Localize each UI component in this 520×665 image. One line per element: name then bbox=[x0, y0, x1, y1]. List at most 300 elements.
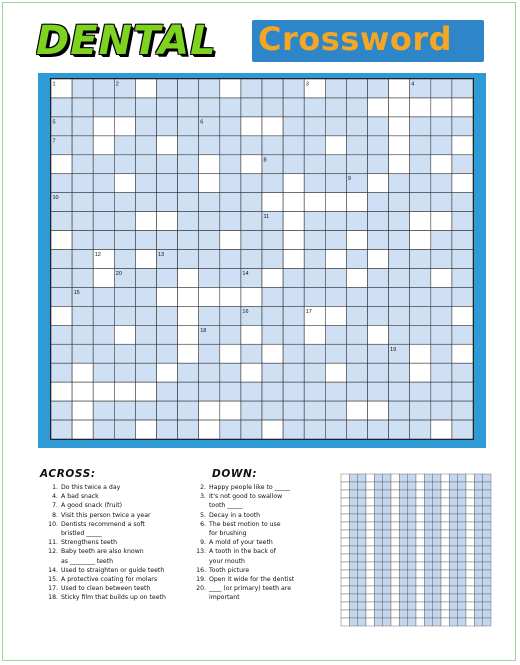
grid-cell bbox=[431, 287, 452, 306]
answer-key-cell bbox=[433, 514, 441, 522]
grid-cell bbox=[304, 136, 325, 155]
answer-key-cell bbox=[374, 594, 382, 602]
answer-key-cell bbox=[341, 586, 349, 594]
answer-key-cell bbox=[474, 618, 482, 626]
answer-key-cell bbox=[374, 546, 382, 554]
grid-cell bbox=[410, 287, 431, 306]
grid-cell bbox=[199, 250, 220, 269]
answer-key-cell bbox=[466, 474, 474, 482]
grid-cell bbox=[389, 325, 410, 344]
grid-cell bbox=[93, 325, 114, 344]
answer-key-cell bbox=[433, 554, 441, 562]
grid-number: 2 bbox=[115, 81, 119, 88]
grid-cell bbox=[410, 268, 431, 287]
answer-key-cell bbox=[399, 530, 407, 538]
grid-cell bbox=[283, 420, 304, 439]
down-clue bbox=[188, 575, 338, 584]
answer-key-cell bbox=[474, 498, 482, 506]
answer-key-cell bbox=[399, 474, 407, 482]
down-clue bbox=[188, 538, 338, 547]
grid-cell bbox=[346, 117, 367, 136]
grid-cell bbox=[135, 268, 156, 287]
answer-key-cell bbox=[366, 474, 374, 482]
answer-key-cell bbox=[416, 482, 424, 490]
answer-key-cell bbox=[466, 570, 474, 578]
grid-cell bbox=[431, 420, 452, 439]
grid-cell bbox=[325, 174, 346, 193]
answer-key-cell bbox=[408, 554, 416, 562]
grid-cell bbox=[93, 117, 114, 136]
answer-key-cell bbox=[433, 482, 441, 490]
grid-cell bbox=[220, 174, 241, 193]
grid-cell bbox=[389, 174, 410, 193]
answer-key-cell bbox=[374, 578, 382, 586]
grid-cell bbox=[51, 155, 72, 174]
clue-number: 15. bbox=[48, 576, 58, 584]
grid-cell bbox=[93, 212, 114, 231]
answer-key-cell bbox=[474, 610, 482, 618]
answer-key-cell bbox=[474, 530, 482, 538]
answer-key-cell bbox=[458, 554, 466, 562]
answer-key-cell bbox=[424, 602, 432, 610]
grid-cell bbox=[389, 363, 410, 382]
grid-cell bbox=[262, 363, 283, 382]
answer-key-cell bbox=[449, 594, 457, 602]
answer-key-cell bbox=[416, 530, 424, 538]
answer-key-cell bbox=[466, 618, 474, 626]
answer-key-cell bbox=[433, 618, 441, 626]
answer-key-cell bbox=[458, 514, 466, 522]
grid-cell bbox=[368, 344, 389, 363]
answer-key-cell bbox=[416, 554, 424, 562]
answer-key-cell bbox=[474, 546, 482, 554]
grid-cell bbox=[72, 212, 93, 231]
answer-key-cell bbox=[391, 602, 399, 610]
answer-key-cell bbox=[374, 618, 382, 626]
grid-cell bbox=[346, 363, 367, 382]
answer-key-cell bbox=[341, 482, 349, 490]
answer-key-cell bbox=[424, 530, 432, 538]
grid-cell bbox=[199, 193, 220, 212]
answer-key-cell bbox=[374, 530, 382, 538]
answer-key-cell bbox=[424, 474, 432, 482]
grid-cell bbox=[241, 212, 262, 231]
across-clue bbox=[40, 529, 205, 538]
grid-cell bbox=[389, 382, 410, 401]
grid-cell bbox=[72, 174, 93, 193]
grid-cell bbox=[157, 363, 178, 382]
clue-number: 8. bbox=[52, 511, 58, 519]
grid-number: 10 bbox=[52, 195, 59, 202]
grid-cell bbox=[135, 287, 156, 306]
grid-cell bbox=[114, 98, 135, 117]
grid-cell bbox=[199, 79, 220, 98]
grid-cell bbox=[178, 306, 199, 325]
answer-key-cell bbox=[391, 498, 399, 506]
grid-cell bbox=[178, 117, 199, 136]
clue-text: Tooth picture bbox=[209, 566, 250, 574]
grid-cell bbox=[452, 287, 473, 306]
grid-cell bbox=[389, 136, 410, 155]
answer-key-cell bbox=[424, 562, 432, 570]
grid-cell bbox=[135, 136, 156, 155]
grid-cell bbox=[325, 268, 346, 287]
grid-cell bbox=[135, 250, 156, 269]
answer-key-cell bbox=[408, 514, 416, 522]
answer-key-cell bbox=[474, 570, 482, 578]
answer-key-cell bbox=[341, 570, 349, 578]
answer-key-cell bbox=[449, 618, 457, 626]
answer-key-cell bbox=[358, 578, 366, 586]
answer-key-cell bbox=[474, 538, 482, 546]
answer-key-cell bbox=[449, 602, 457, 610]
down-clue bbox=[188, 483, 338, 492]
clue-text: bristled _____ bbox=[61, 530, 102, 538]
grid-cell bbox=[114, 344, 135, 363]
clue-text: Happy people like to _____ bbox=[209, 484, 291, 491]
grid-cell bbox=[325, 155, 346, 174]
grid-cell bbox=[452, 344, 473, 363]
grid-cell bbox=[51, 212, 72, 231]
grid-cell bbox=[135, 117, 156, 136]
answer-key-cell bbox=[383, 586, 391, 594]
grid-cell bbox=[346, 420, 367, 439]
answer-key-cell bbox=[366, 586, 374, 594]
grid-cell bbox=[283, 382, 304, 401]
answer-key-cell bbox=[341, 498, 349, 506]
clue-text: A bad snack bbox=[61, 493, 99, 501]
grid-cell bbox=[51, 174, 72, 193]
answer-key-cell bbox=[416, 602, 424, 610]
grid-cell bbox=[241, 174, 262, 193]
answer-key-cell bbox=[399, 546, 407, 554]
grid-cell bbox=[452, 79, 473, 98]
grid-cell bbox=[452, 420, 473, 439]
answer-key-cell bbox=[441, 578, 449, 586]
grid-cell bbox=[431, 136, 452, 155]
grid-cell bbox=[410, 363, 431, 382]
grid-cell bbox=[452, 174, 473, 193]
answer-key-cell bbox=[449, 490, 457, 498]
grid-cell bbox=[431, 212, 452, 231]
grid-cell bbox=[325, 117, 346, 136]
grid-cell bbox=[262, 325, 283, 344]
grid-cell bbox=[452, 212, 473, 231]
grid-cell bbox=[178, 136, 199, 155]
grid-cell bbox=[241, 193, 262, 212]
across-clue bbox=[40, 501, 205, 510]
clue-text: It's not good to swallow bbox=[209, 493, 283, 501]
grid-cell bbox=[93, 420, 114, 439]
grid-cell bbox=[178, 363, 199, 382]
grid-cell bbox=[157, 401, 178, 420]
answer-key-cell bbox=[341, 514, 349, 522]
answer-key-cell bbox=[399, 618, 407, 626]
answer-key-cell bbox=[441, 482, 449, 490]
grid-cell bbox=[410, 98, 431, 117]
grid-cell bbox=[410, 117, 431, 136]
clue-text: Baby teeth are also known bbox=[61, 548, 144, 556]
answer-key-cell bbox=[433, 522, 441, 530]
grid-cell bbox=[346, 79, 367, 98]
answer-key-cell bbox=[474, 490, 482, 498]
answer-key-cell bbox=[449, 514, 457, 522]
answer-key-cell bbox=[391, 506, 399, 514]
grid-cell bbox=[157, 174, 178, 193]
down-clue bbox=[188, 511, 338, 520]
answer-key-cell bbox=[358, 594, 366, 602]
grid-cell bbox=[93, 363, 114, 382]
answer-key-cell bbox=[483, 610, 491, 618]
grid-cell bbox=[178, 325, 199, 344]
grid-cell bbox=[389, 420, 410, 439]
answer-key-cell bbox=[416, 538, 424, 546]
answer-key-cell bbox=[441, 538, 449, 546]
grid-cell bbox=[157, 231, 178, 250]
answer-key-thumbnail bbox=[338, 470, 494, 630]
grid-cell bbox=[93, 193, 114, 212]
answer-key-cell bbox=[349, 538, 357, 546]
grid-cell bbox=[262, 344, 283, 363]
answer-key-cell bbox=[391, 610, 399, 618]
grid-cell bbox=[304, 363, 325, 382]
answer-key-cell bbox=[374, 490, 382, 498]
grid-cell bbox=[283, 98, 304, 117]
grid-cell bbox=[241, 420, 262, 439]
answer-key-cell bbox=[374, 602, 382, 610]
grid-cell bbox=[389, 155, 410, 174]
answer-key-cell bbox=[349, 602, 357, 610]
title-crossword: Crossword bbox=[258, 20, 453, 58]
grid-cell bbox=[241, 287, 262, 306]
grid-cell bbox=[241, 363, 262, 382]
answer-key-cell bbox=[399, 586, 407, 594]
answer-key-cell bbox=[383, 594, 391, 602]
grid-cell bbox=[93, 382, 114, 401]
answer-key-cell bbox=[483, 498, 491, 506]
answer-key-cell bbox=[391, 546, 399, 554]
grid-cell bbox=[410, 155, 431, 174]
answer-key-cell bbox=[424, 538, 432, 546]
answer-key-cell bbox=[424, 498, 432, 506]
grid-cell bbox=[178, 420, 199, 439]
grid-cell bbox=[325, 344, 346, 363]
grid-cell bbox=[389, 79, 410, 98]
grid-cell bbox=[452, 306, 473, 325]
answer-key-cell bbox=[358, 490, 366, 498]
answer-key-cell bbox=[391, 522, 399, 530]
answer-key-cell bbox=[383, 530, 391, 538]
grid-cell bbox=[452, 363, 473, 382]
grid-cell bbox=[262, 250, 283, 269]
across-list bbox=[40, 483, 205, 603]
answer-key-cell bbox=[358, 554, 366, 562]
across-clue bbox=[40, 538, 205, 547]
answer-key-cell bbox=[366, 546, 374, 554]
answer-key-cell bbox=[366, 594, 374, 602]
grid-cell bbox=[220, 420, 241, 439]
grid-cell bbox=[389, 287, 410, 306]
grid-cell bbox=[325, 306, 346, 325]
grid-cell bbox=[178, 231, 199, 250]
grid-cell bbox=[51, 401, 72, 420]
grid-cell bbox=[304, 174, 325, 193]
grid-number: 16 bbox=[242, 308, 249, 315]
grid-cell bbox=[114, 401, 135, 420]
answer-key-cell bbox=[474, 602, 482, 610]
clue-number: 1. bbox=[52, 484, 58, 491]
answer-key-cell bbox=[449, 482, 457, 490]
grid-cell bbox=[157, 212, 178, 231]
grid-cell bbox=[283, 212, 304, 231]
clue-number: 11. bbox=[48, 539, 58, 547]
answer-key-cell bbox=[399, 554, 407, 562]
answer-key-cell bbox=[383, 498, 391, 506]
answer-key-cell bbox=[424, 578, 432, 586]
grid-cell bbox=[410, 136, 431, 155]
grid-cell bbox=[220, 268, 241, 287]
grid-cell bbox=[283, 231, 304, 250]
clue-text: A good snack (fruit) bbox=[61, 502, 123, 510]
answer-key-cell bbox=[416, 506, 424, 514]
grid-cell bbox=[178, 98, 199, 117]
answer-key-cell bbox=[408, 618, 416, 626]
grid-cell bbox=[199, 401, 220, 420]
answer-key-cell bbox=[383, 546, 391, 554]
answer-key-cell bbox=[383, 490, 391, 498]
grid-cell bbox=[72, 136, 93, 155]
answer-key-cell bbox=[358, 602, 366, 610]
down-clue bbox=[188, 557, 338, 566]
answer-key-cell bbox=[483, 562, 491, 570]
answer-key-cell bbox=[458, 610, 466, 618]
answer-key-cell bbox=[383, 602, 391, 610]
answer-key-cell bbox=[349, 522, 357, 530]
answer-key-cell bbox=[366, 490, 374, 498]
grid-cell bbox=[114, 155, 135, 174]
answer-key-cell bbox=[458, 522, 466, 530]
grid-cell bbox=[431, 231, 452, 250]
answer-key-cell bbox=[424, 570, 432, 578]
grid-cell bbox=[410, 344, 431, 363]
clue-number: 10. bbox=[48, 520, 58, 528]
grid-cell bbox=[283, 287, 304, 306]
grid-cell bbox=[452, 250, 473, 269]
answer-key-cell bbox=[474, 482, 482, 490]
grid-cell bbox=[220, 212, 241, 231]
answer-key-cell bbox=[341, 618, 349, 626]
answer-key-cell bbox=[424, 506, 432, 514]
grid-cell bbox=[283, 401, 304, 420]
answer-key-cell bbox=[399, 522, 407, 530]
grid-cell bbox=[51, 382, 72, 401]
answer-key-cell bbox=[358, 570, 366, 578]
answer-key-cell bbox=[483, 474, 491, 482]
answer-key-cell bbox=[458, 562, 466, 570]
grid-cell bbox=[452, 401, 473, 420]
grid-number: 4 bbox=[411, 81, 415, 88]
answer-key-cell bbox=[358, 474, 366, 482]
grid-cell bbox=[241, 155, 262, 174]
answer-key-cell bbox=[366, 482, 374, 490]
grid-cell bbox=[135, 306, 156, 325]
answer-key-cell bbox=[449, 610, 457, 618]
grid-cell bbox=[199, 136, 220, 155]
grid-cell bbox=[157, 117, 178, 136]
answer-key-cell bbox=[399, 562, 407, 570]
grid-number: 6 bbox=[200, 119, 204, 126]
answer-key-cell bbox=[441, 498, 449, 506]
grid-cell bbox=[241, 250, 262, 269]
answer-key-cell bbox=[366, 618, 374, 626]
grid-cell bbox=[431, 306, 452, 325]
answer-key-cell bbox=[358, 618, 366, 626]
grid-cell bbox=[199, 231, 220, 250]
grid-cell bbox=[241, 231, 262, 250]
grid-cell bbox=[178, 287, 199, 306]
grid-cell bbox=[157, 344, 178, 363]
grid-cell bbox=[199, 344, 220, 363]
answer-key-cell bbox=[374, 522, 382, 530]
answer-key-cell bbox=[458, 506, 466, 514]
grid-cell bbox=[431, 401, 452, 420]
grid-cell bbox=[262, 231, 283, 250]
grid-cell bbox=[51, 268, 72, 287]
grid-cell bbox=[93, 174, 114, 193]
grid-cell bbox=[283, 306, 304, 325]
grid-cell bbox=[452, 325, 473, 344]
answer-key-cell bbox=[441, 594, 449, 602]
answer-key-cell bbox=[466, 506, 474, 514]
answer-key-cell bbox=[383, 538, 391, 546]
grid-cell bbox=[410, 401, 431, 420]
grid-cell bbox=[157, 155, 178, 174]
answer-key-cell bbox=[408, 602, 416, 610]
answer-key-cell bbox=[358, 522, 366, 530]
grid-cell bbox=[346, 250, 367, 269]
answer-key-cell bbox=[441, 570, 449, 578]
grid-number: 19 bbox=[390, 346, 397, 353]
grid-cell bbox=[368, 287, 389, 306]
answer-key-cell bbox=[366, 610, 374, 618]
grid-cell bbox=[368, 268, 389, 287]
answer-key-cell bbox=[374, 538, 382, 546]
clue-text: Sticky film that builds up on teeth bbox=[61, 594, 166, 602]
clue-text: The best motion to use bbox=[209, 520, 281, 528]
grid-cell bbox=[368, 174, 389, 193]
answer-key-cell bbox=[433, 562, 441, 570]
grid-cell bbox=[346, 401, 367, 420]
grid-cell bbox=[178, 174, 199, 193]
answer-key-cell bbox=[341, 602, 349, 610]
grid-cell bbox=[157, 136, 178, 155]
clue-text: A mold of your teeth bbox=[209, 539, 273, 547]
grid-cell bbox=[304, 193, 325, 212]
grid-cell bbox=[389, 268, 410, 287]
answer-key-cell bbox=[483, 546, 491, 554]
down-clue bbox=[188, 501, 338, 510]
answer-key-cell bbox=[483, 570, 491, 578]
grid-cell bbox=[325, 325, 346, 344]
answer-key-cell bbox=[391, 490, 399, 498]
grid-cell bbox=[220, 287, 241, 306]
grid-cell bbox=[304, 98, 325, 117]
down-clue bbox=[188, 566, 338, 575]
clue-number: 14. bbox=[48, 566, 58, 574]
grid-cell bbox=[325, 250, 346, 269]
answer-key-cell bbox=[366, 522, 374, 530]
grid-number: 9 bbox=[347, 176, 351, 183]
